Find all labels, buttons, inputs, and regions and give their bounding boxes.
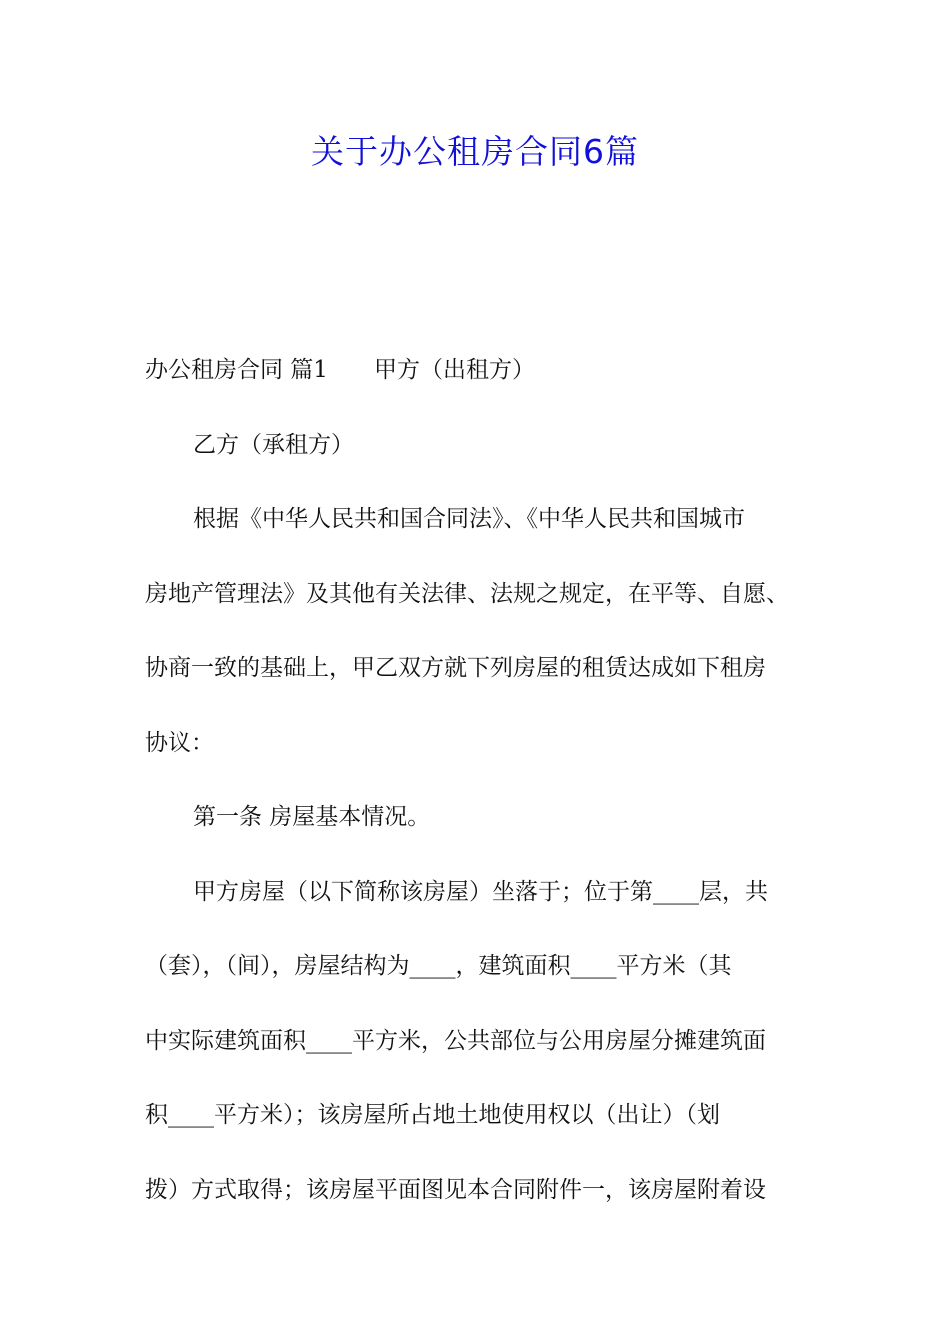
paragraph-line: 乙方（承租方） [193,431,354,458]
paragraph-line: 房地产管理法》及其他有关法律、法规之规定，在平等、自愿、 [145,580,789,607]
paragraph-line: 中实际建筑面积____平方米，公共部位与公用房屋分摊建筑面 [145,1027,766,1054]
paragraph-line: 积____平方米）；该房屋所占地土地使用权以（出让）（划 [145,1102,720,1128]
paragraph-line: 甲方房屋（以下简称该房屋）坐落于；位于第____层，共 [193,878,768,905]
paragraph-line [145,333,815,408]
paragraph-line: 拨）方式取得；该房屋平面图见本合同附件一，该房屋附着设 [145,1176,766,1203]
paragraph-line: （套），（间），房屋结构为____，建筑面积____平方米（其 [145,953,732,979]
article-heading: 第一条 房屋基本情况。 [193,804,431,830]
party-a-label: 甲方（出租方） [373,357,535,383]
paragraph-line: 协商一致的基础上，甲乙双方就下列房屋的租赁达成如下租房 [145,655,766,681]
document-body [145,333,815,1227]
paragraph-line: 根据《中华人民共和国合同法》、《中华人民共和国城市 [193,506,745,532]
paragraph-line: 协议： [145,729,214,756]
page-title: 关于办公租房合同6篇 [311,132,639,171]
section-heading: 办公租房合同 篇1 [145,357,328,383]
